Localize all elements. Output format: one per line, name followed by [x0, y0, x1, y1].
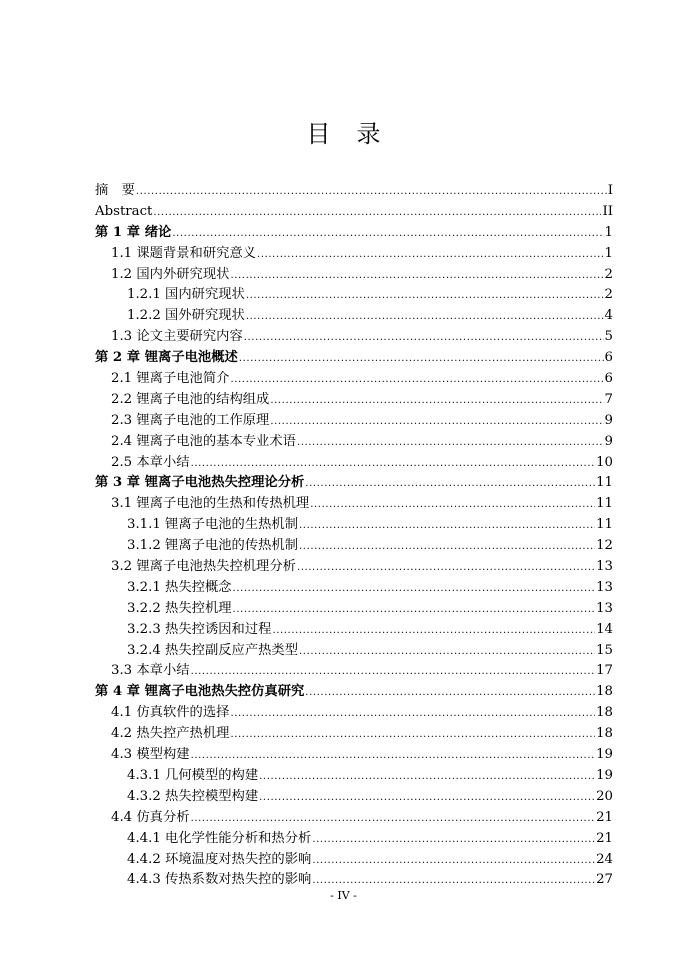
toc-chapter-entry[interactable] [95, 473, 613, 494]
toc-entry-page-number: 15 [596, 642, 613, 658]
dot-leader [172, 224, 603, 244]
toc-entry-label: 3.1.1 锂离子电池的生热机制 [127, 517, 299, 533]
dot-leader [230, 370, 603, 390]
dot-leader [312, 830, 595, 850]
toc-entry-label: 2.2 锂离子电池的结构组成 [111, 391, 270, 407]
toc-entry[interactable] [95, 327, 613, 348]
toc-entry[interactable] [95, 599, 613, 620]
dot-leader [230, 266, 603, 286]
dot-leader [136, 182, 607, 202]
dot-leader [244, 328, 604, 348]
toc-entry-page-number: 18 [596, 726, 613, 742]
toc-chapter-entry[interactable] [95, 348, 613, 369]
toc-entry-page-number: 4 [604, 308, 613, 324]
toc-entry[interactable] [95, 557, 613, 578]
toc-entry[interactable] [95, 390, 613, 411]
toc-entry-label: 1.1 课题背景和研究意义 [111, 245, 257, 261]
toc-entry[interactable] [95, 787, 613, 808]
toc-entry-label: 1.2.1 国内研究现状 [127, 287, 245, 303]
dot-leader [270, 412, 603, 432]
toc-entry-label: 3.2.2 热失控机理 [127, 600, 232, 616]
toc-entry-page-number: 19 [596, 747, 613, 763]
dot-leader [230, 725, 595, 745]
toc-entry[interactable] [95, 745, 613, 766]
toc-entry-label: 第 4 章 锂离子电池热失控仿真研究 [95, 684, 305, 700]
toc-entry[interactable] [95, 620, 613, 641]
toc-entry[interactable] [95, 536, 613, 557]
toc-entry-page-number: 17 [596, 663, 613, 679]
dot-leader [153, 203, 601, 223]
toc-entry[interactable] [95, 369, 613, 390]
dot-leader [233, 579, 596, 599]
toc-entry-label: 3.1 锂离子电池的生热和传热机理 [111, 496, 310, 512]
toc-entry-page-number: 20 [596, 788, 613, 804]
toc-entry[interactable] [95, 244, 613, 265]
toc-entry[interactable] [95, 661, 613, 682]
dot-leader [312, 851, 595, 871]
toc-entry-page-number: 13 [596, 559, 613, 575]
toc-entry-label: 1.2 国内外研究现状 [111, 266, 230, 282]
toc-entry-label: 4.3.1 几何模型的构建 [127, 767, 259, 783]
toc-entry[interactable] [95, 515, 613, 536]
toc-entry-label: 3.3 本章小结 [111, 663, 190, 679]
toc-entry[interactable] [95, 265, 613, 286]
toc-entry-page-number: 11 [596, 517, 613, 533]
toc-entry[interactable] [95, 306, 613, 327]
toc-entry-label: 3.1.2 锂离子电池的传热机制 [127, 538, 299, 554]
dot-leader [191, 746, 596, 766]
dot-leader [191, 809, 596, 829]
toc-entry-page-number: I [607, 183, 613, 198]
toc-entry-page-number: 1 [604, 245, 613, 261]
toc-entry-label: 1.2.2 国外研究现状 [127, 308, 245, 324]
toc-entry[interactable] [95, 703, 613, 724]
toc-entry-page-number: 6 [604, 350, 613, 366]
dot-leader [299, 537, 595, 557]
toc-entry[interactable] [95, 850, 613, 871]
toc-entry-page-number: 19 [596, 767, 613, 783]
dot-leader [233, 600, 596, 620]
dot-leader [272, 621, 595, 641]
toc-entry-page-number: 1 [604, 224, 613, 240]
toc-entry-page-number: 12 [596, 538, 613, 554]
toc-entry-label: 第 2 章 锂离子电池概述 [95, 350, 238, 366]
toc-entry-label: 3.2.3 热失控诱因和过程 [127, 621, 272, 637]
toc-entry-label: 第 3 章 锂离子电池热失控理论分析 [95, 475, 305, 491]
toc-entry-label: 4.4 仿真分析 [111, 809, 190, 825]
toc-entry-label: Abstract [95, 203, 153, 219]
dot-leader [230, 704, 595, 724]
toc-entry[interactable] [95, 453, 613, 474]
toc-entry-page-number: 7 [604, 391, 613, 407]
dot-leader [270, 391, 603, 411]
toc-entry-page-number: 6 [604, 371, 613, 387]
toc-entry-page-number: 2 [604, 287, 613, 303]
toc-entry[interactable] [95, 494, 613, 515]
toc-entry-page-number: 11 [596, 496, 613, 512]
toc-entry-label: 4.3.2 热失控模型构建 [127, 788, 259, 804]
dot-leader [259, 767, 595, 787]
toc-entry-page-number: 13 [596, 600, 613, 616]
dot-leader [297, 558, 595, 578]
page-number-footer: - IV - [330, 889, 357, 902]
toc-entry[interactable] [95, 432, 613, 453]
toc-entry-page-number: 10 [596, 454, 613, 470]
toc-entry[interactable] [95, 766, 613, 787]
dot-leader [191, 454, 596, 474]
dot-leader [305, 683, 595, 703]
toc-entry-page-number: 27 [596, 872, 613, 888]
dot-leader [259, 788, 595, 808]
toc-entry-page-number: 21 [596, 809, 613, 825]
toc-entry-label: 4.2 热失控产热机理 [111, 726, 230, 742]
toc-chapter-entry[interactable] [95, 682, 613, 703]
toc-entry-label: 3.2.4 热失控副反应产热类型 [127, 642, 299, 658]
dot-leader [246, 286, 604, 306]
toc-entry-label: 2.3 锂离子电池的工作原理 [111, 412, 270, 428]
toc-entry-label: 第 1 章 绪论 [95, 224, 172, 240]
toc-entry-page-number: II [602, 203, 613, 219]
title-char-1: 目 [306, 120, 331, 148]
toc-entry-label: 2.4 锂离子电池的基本专业术语 [111, 433, 296, 449]
toc-entry-label: 3.2.1 热失控概念 [127, 579, 232, 595]
toc-entry-label: 3.2 锂离子电池热失控机理分析 [111, 559, 296, 575]
toc-entry-label: 4.4.3 传热系数对热失控的影响 [127, 872, 312, 888]
dot-leader [297, 433, 604, 453]
toc-entry-label: 4.1 仿真软件的选择 [111, 705, 230, 721]
toc-entry-label: 2.1 锂离子电池简介 [111, 371, 230, 387]
toc-entry-page-number: 21 [596, 830, 613, 846]
toc-entry[interactable] [95, 829, 613, 850]
toc-entry-label: 摘 要 [95, 183, 135, 198]
dot-leader [310, 495, 595, 515]
toc-entry[interactable] [95, 724, 613, 745]
toc-entry-label: 4.3 模型构建 [111, 747, 190, 763]
toc-entry-label: 1.3 论文主要研究内容 [111, 329, 243, 345]
toc-entry-page-number: 14 [596, 621, 613, 637]
toc-entry[interactable] [95, 641, 613, 662]
dot-leader [239, 349, 604, 369]
toc-entry-page-number: 9 [604, 412, 613, 428]
page-title [0, 114, 687, 149]
toc-entry-page-number: 13 [596, 579, 613, 595]
toc-entry[interactable] [95, 411, 613, 432]
toc-entry-label: 2.5 本章小结 [111, 454, 190, 470]
toc-entry-page-number: 9 [604, 433, 613, 449]
dot-leader [191, 662, 596, 682]
dot-leader [257, 245, 603, 265]
toc-entry[interactable] [95, 808, 613, 829]
toc-entry[interactable] [95, 285, 613, 306]
dot-leader [246, 307, 604, 327]
toc-entry-page-number: 2 [604, 266, 613, 282]
toc-entry[interactable] [95, 578, 613, 599]
toc-entry-label: 4.4.2 环境温度对热失控的影响 [127, 851, 312, 867]
dot-leader [299, 516, 595, 536]
dot-leader [305, 474, 595, 494]
toc-chapter-entry[interactable] [95, 223, 613, 244]
toc-entry-page-number: 5 [604, 329, 613, 345]
toc-entry-page-number: 18 [596, 684, 613, 700]
toc-entry-page-number: 11 [596, 475, 613, 491]
toc-entry[interactable] [95, 181, 613, 202]
toc-entry[interactable] [95, 202, 613, 223]
toc-entry-page-number: 18 [596, 705, 613, 721]
dot-leader [299, 642, 595, 662]
title-char-2: 录 [356, 120, 381, 148]
table-of-contents [95, 181, 613, 891]
toc-entry-label: 4.4.1 电化学性能分析和热分析 [127, 830, 312, 846]
toc-entry-page-number: 24 [596, 851, 613, 867]
